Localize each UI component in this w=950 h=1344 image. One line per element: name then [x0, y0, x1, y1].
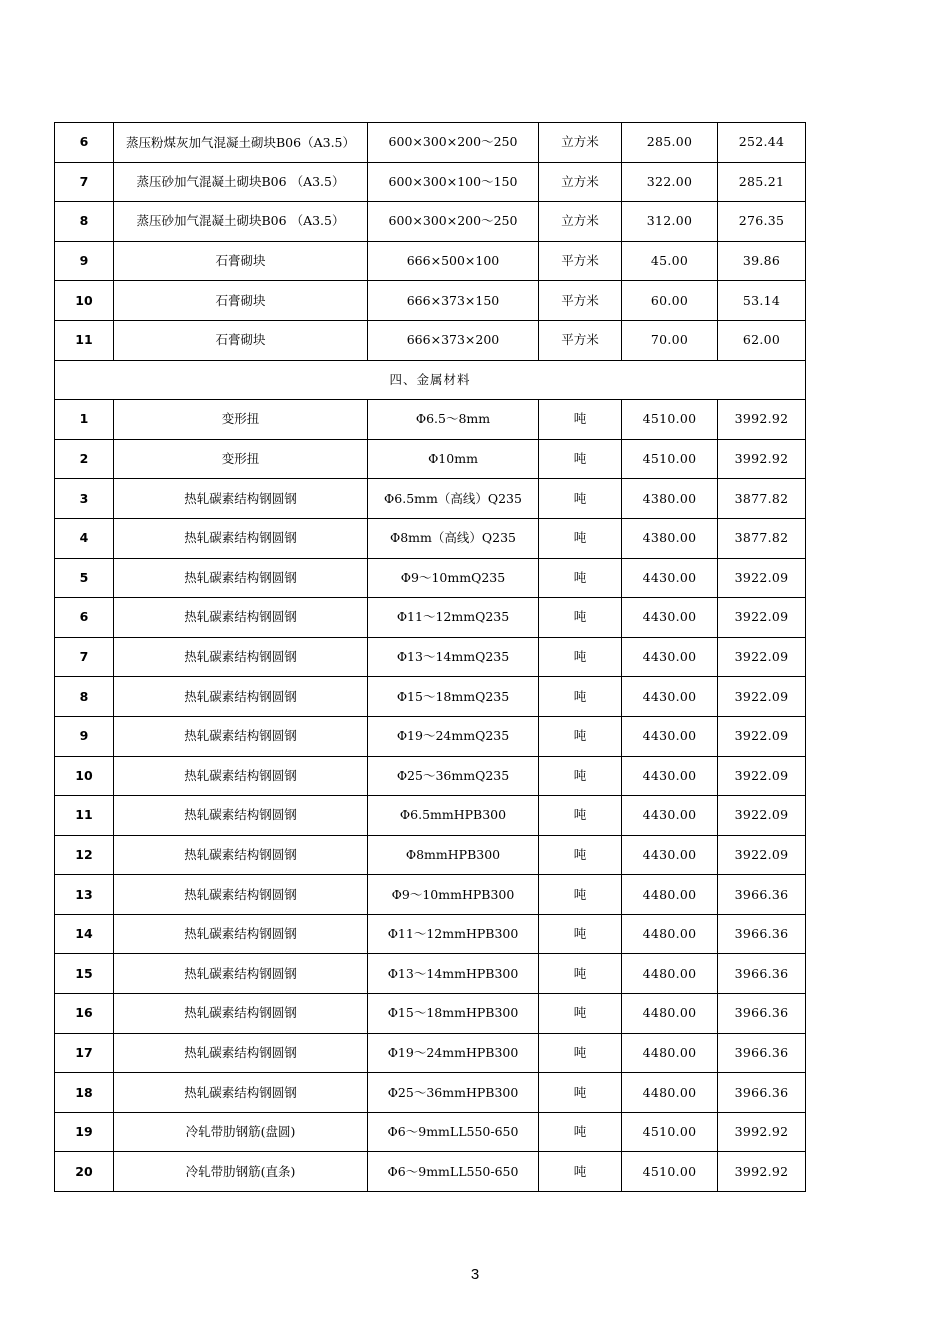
unit-cell: 吨 — [539, 994, 622, 1034]
table-row — [55, 954, 806, 994]
table-row — [55, 1073, 806, 1113]
specification-cell: Φ19～24mmHPB300 — [368, 1033, 539, 1073]
price-tax-incl-cell: 60.00 — [622, 281, 718, 321]
specification-cell: 666×373×150 — [368, 281, 539, 321]
page-number: 3 — [470, 1266, 480, 1283]
specification-cell: Φ11～12mmHPB300 — [368, 914, 539, 954]
unit-cell: 平方米 — [539, 281, 622, 321]
unit-cell: 立方米 — [539, 123, 622, 163]
price-table — [54, 122, 806, 1192]
price-tax-incl-cell: 4430.00 — [622, 558, 718, 598]
table-row — [55, 1112, 806, 1152]
material-name-cell: 石膏砌块 — [114, 241, 368, 281]
price-tax-incl-cell: 4480.00 — [622, 914, 718, 954]
price-tax-excl-cell: 3992.92 — [718, 1112, 806, 1152]
price-tax-incl-cell: 4380.00 — [622, 518, 718, 558]
material-name-cell: 变形扭 — [114, 439, 368, 479]
price-tax-excl-cell: 3992.92 — [718, 439, 806, 479]
price-tax-incl-cell: 4480.00 — [622, 1073, 718, 1113]
specification-cell: Φ6.5mmHPB300 — [368, 796, 539, 836]
price-tax-incl-cell: 45.00 — [622, 241, 718, 281]
material-name-cell: 热轧碳素结构钢圆钢 — [114, 875, 368, 915]
specification-cell: Φ25～36mmQ235 — [368, 756, 539, 796]
material-name-cell: 热轧碳素结构钢圆钢 — [114, 558, 368, 598]
unit-cell: 吨 — [539, 518, 622, 558]
specification-cell: Φ15～18mmQ235 — [368, 677, 539, 717]
unit-cell: 吨 — [539, 439, 622, 479]
price-tax-incl-cell: 4510.00 — [622, 1152, 718, 1192]
table-row — [55, 123, 806, 163]
material-name-cell: 热轧碳素结构钢圆钢 — [114, 835, 368, 875]
price-tax-excl-cell: 3877.82 — [718, 518, 806, 558]
price-tax-excl-cell: 3966.36 — [718, 875, 806, 915]
row-number-cell: 2 — [55, 439, 114, 479]
specification-cell: Φ6～9mmLL550-650 — [368, 1152, 539, 1192]
row-number-cell: 8 — [55, 202, 114, 242]
table-row — [55, 994, 806, 1034]
row-number-cell: 12 — [55, 835, 114, 875]
unit-cell: 吨 — [539, 1112, 622, 1152]
material-name-cell: 热轧碳素结构钢圆钢 — [114, 479, 368, 519]
table-row — [55, 202, 806, 242]
table-row — [55, 1152, 806, 1192]
row-number-cell: 18 — [55, 1073, 114, 1113]
unit-cell: 吨 — [539, 796, 622, 836]
price-tax-excl-cell: 3922.09 — [718, 558, 806, 598]
table-row — [55, 162, 806, 202]
unit-cell: 平方米 — [539, 320, 622, 360]
price-tax-excl-cell: 3922.09 — [718, 598, 806, 638]
material-name-cell: 石膏砌块 — [114, 281, 368, 321]
price-tax-excl-cell: 3966.36 — [718, 1073, 806, 1113]
material-name-cell: 蒸压粉煤灰加气混凝土砌块B06（A3.5） — [114, 123, 368, 163]
material-name-cell: 热轧碳素结构钢圆钢 — [114, 796, 368, 836]
row-number-cell: 6 — [55, 598, 114, 638]
price-tax-incl-cell: 4480.00 — [622, 954, 718, 994]
price-tax-excl-cell: 53.14 — [718, 281, 806, 321]
material-name-cell: 蒸压砂加气混凝土砌块B06 （A3.5） — [114, 162, 368, 202]
specification-cell: Φ13～14mmHPB300 — [368, 954, 539, 994]
specification-cell: Φ11～12mmQ235 — [368, 598, 539, 638]
unit-cell: 吨 — [539, 558, 622, 598]
unit-cell: 平方米 — [539, 241, 622, 281]
price-tax-incl-cell: 4430.00 — [622, 677, 718, 717]
row-number-cell: 3 — [55, 479, 114, 519]
material-name-cell: 热轧碳素结构钢圆钢 — [114, 756, 368, 796]
row-number-cell: 17 — [55, 1033, 114, 1073]
material-name-cell: 热轧碳素结构钢圆钢 — [114, 598, 368, 638]
price-tax-excl-cell: 285.21 — [718, 162, 806, 202]
table-row — [55, 875, 806, 915]
specification-cell: Φ9～10mmHPB300 — [368, 875, 539, 915]
table-row — [55, 1033, 806, 1073]
specification-cell: 600×300×200～250 — [368, 202, 539, 242]
material-name-cell: 热轧碳素结构钢圆钢 — [114, 994, 368, 1034]
material-name-cell: 蒸压砂加气混凝土砌块B06 （A3.5） — [114, 202, 368, 242]
price-tax-excl-cell: 3966.36 — [718, 994, 806, 1034]
price-tax-incl-cell: 4430.00 — [622, 796, 718, 836]
material-name-cell: 热轧碳素结构钢圆钢 — [114, 677, 368, 717]
row-number-cell: 8 — [55, 677, 114, 717]
price-tax-excl-cell: 3922.09 — [718, 756, 806, 796]
material-name-cell: 热轧碳素结构钢圆钢 — [114, 914, 368, 954]
material-name-cell: 热轧碳素结构钢圆钢 — [114, 1033, 368, 1073]
price-tax-excl-cell: 3966.36 — [718, 954, 806, 994]
section-header-row — [55, 360, 806, 400]
material-name-cell: 冷轧带肋钢筋(盘圆) — [114, 1112, 368, 1152]
material-name-cell: 热轧碳素结构钢圆钢 — [114, 954, 368, 994]
price-tax-incl-cell: 4510.00 — [622, 400, 718, 440]
price-tax-excl-cell: 3922.09 — [718, 677, 806, 717]
specification-cell: Φ6～9mmLL550-650 — [368, 1112, 539, 1152]
section-title: 四、金属材料 — [55, 360, 806, 400]
material-name-cell: 热轧碳素结构钢圆钢 — [114, 1073, 368, 1113]
price-tax-excl-cell: 3877.82 — [718, 479, 806, 519]
price-tax-excl-cell: 276.35 — [718, 202, 806, 242]
table-row — [55, 716, 806, 756]
unit-cell: 吨 — [539, 716, 622, 756]
table-row — [55, 796, 806, 836]
unit-cell: 吨 — [539, 1033, 622, 1073]
row-number-cell: 16 — [55, 994, 114, 1034]
unit-cell: 吨 — [539, 914, 622, 954]
table-row — [55, 479, 806, 519]
price-tax-incl-cell: 4430.00 — [622, 835, 718, 875]
row-number-cell: 5 — [55, 558, 114, 598]
row-number-cell: 10 — [55, 281, 114, 321]
price-tax-excl-cell: 3966.36 — [718, 914, 806, 954]
table-row — [55, 677, 806, 717]
table-row — [55, 756, 806, 796]
row-number-cell: 19 — [55, 1112, 114, 1152]
specification-cell: Φ13～14mmQ235 — [368, 637, 539, 677]
unit-cell: 立方米 — [539, 162, 622, 202]
row-number-cell: 13 — [55, 875, 114, 915]
price-tax-excl-cell: 252.44 — [718, 123, 806, 163]
price-tax-excl-cell: 3922.09 — [718, 835, 806, 875]
material-name-cell: 热轧碳素结构钢圆钢 — [114, 637, 368, 677]
unit-cell: 吨 — [539, 1152, 622, 1192]
material-name-cell: 热轧碳素结构钢圆钢 — [114, 518, 368, 558]
unit-cell: 吨 — [539, 677, 622, 717]
table-row — [55, 637, 806, 677]
specification-cell: Φ9～10mmQ235 — [368, 558, 539, 598]
row-number-cell: 7 — [55, 162, 114, 202]
table-row — [55, 558, 806, 598]
material-name-cell: 冷轧带肋钢筋(直条) — [114, 1152, 368, 1192]
price-tax-incl-cell: 312.00 — [622, 202, 718, 242]
material-name-cell: 变形扭 — [114, 400, 368, 440]
table-row — [55, 320, 806, 360]
table-row — [55, 835, 806, 875]
unit-cell: 吨 — [539, 598, 622, 638]
price-tax-incl-cell: 4480.00 — [622, 1033, 718, 1073]
row-number-cell: 6 — [55, 123, 114, 163]
specification-cell: Φ25～36mmHPB300 — [368, 1073, 539, 1113]
price-tax-excl-cell: 3992.92 — [718, 400, 806, 440]
unit-cell: 吨 — [539, 875, 622, 915]
specification-cell: Φ6.5mm（高线）Q235 — [368, 479, 539, 519]
specification-cell: Φ15～18mmHPB300 — [368, 994, 539, 1034]
specification-cell: 666×373×200 — [368, 320, 539, 360]
price-tax-excl-cell: 62.00 — [718, 320, 806, 360]
price-tax-excl-cell: 3966.36 — [718, 1033, 806, 1073]
price-tax-excl-cell: 3922.09 — [718, 796, 806, 836]
specification-cell: Φ10mm — [368, 439, 539, 479]
specification-cell: Φ19～24mmQ235 — [368, 716, 539, 756]
material-name-cell: 石膏砌块 — [114, 320, 368, 360]
price-table-body — [55, 123, 806, 1192]
price-tax-incl-cell: 4480.00 — [622, 875, 718, 915]
table-row — [55, 241, 806, 281]
unit-cell: 吨 — [539, 954, 622, 994]
specification-cell: Φ6.5～8mm — [368, 400, 539, 440]
price-tax-incl-cell: 4430.00 — [622, 716, 718, 756]
table-row — [55, 281, 806, 321]
table-row — [55, 400, 806, 440]
price-tax-incl-cell: 4430.00 — [622, 637, 718, 677]
row-number-cell: 14 — [55, 914, 114, 954]
unit-cell: 吨 — [539, 1073, 622, 1113]
price-tax-incl-cell: 4380.00 — [622, 479, 718, 519]
price-tax-incl-cell: 4430.00 — [622, 598, 718, 638]
price-tax-incl-cell: 4510.00 — [622, 1112, 718, 1152]
row-number-cell: 20 — [55, 1152, 114, 1192]
row-number-cell: 7 — [55, 637, 114, 677]
table-row — [55, 439, 806, 479]
unit-cell: 吨 — [539, 835, 622, 875]
price-tax-incl-cell: 285.00 — [622, 123, 718, 163]
price-tax-excl-cell: 39.86 — [718, 241, 806, 281]
specification-cell: 666×500×100 — [368, 241, 539, 281]
specification-cell: Φ8mmHPB300 — [368, 835, 539, 875]
price-tax-excl-cell: 3922.09 — [718, 637, 806, 677]
row-number-cell: 11 — [55, 320, 114, 360]
row-number-cell: 4 — [55, 518, 114, 558]
price-tax-incl-cell: 4430.00 — [622, 756, 718, 796]
row-number-cell: 9 — [55, 241, 114, 281]
table-row — [55, 914, 806, 954]
price-tax-incl-cell: 70.00 — [622, 320, 718, 360]
price-tax-excl-cell: 3922.09 — [718, 716, 806, 756]
unit-cell: 吨 — [539, 400, 622, 440]
row-number-cell: 1 — [55, 400, 114, 440]
row-number-cell: 15 — [55, 954, 114, 994]
price-tax-excl-cell: 3992.92 — [718, 1152, 806, 1192]
price-tax-incl-cell: 4510.00 — [622, 439, 718, 479]
row-number-cell: 10 — [55, 756, 114, 796]
unit-cell: 立方米 — [539, 202, 622, 242]
material-name-cell: 热轧碳素结构钢圆钢 — [114, 716, 368, 756]
table-row — [55, 518, 806, 558]
unit-cell: 吨 — [539, 756, 622, 796]
unit-cell: 吨 — [539, 637, 622, 677]
table-row — [55, 598, 806, 638]
unit-cell: 吨 — [539, 479, 622, 519]
specification-cell: 600×300×100～150 — [368, 162, 539, 202]
row-number-cell: 11 — [55, 796, 114, 836]
price-tax-incl-cell: 322.00 — [622, 162, 718, 202]
price-tax-incl-cell: 4480.00 — [622, 994, 718, 1034]
specification-cell: Φ8mm（高线）Q235 — [368, 518, 539, 558]
specification-cell: 600×300×200～250 — [368, 123, 539, 163]
row-number-cell: 9 — [55, 716, 114, 756]
